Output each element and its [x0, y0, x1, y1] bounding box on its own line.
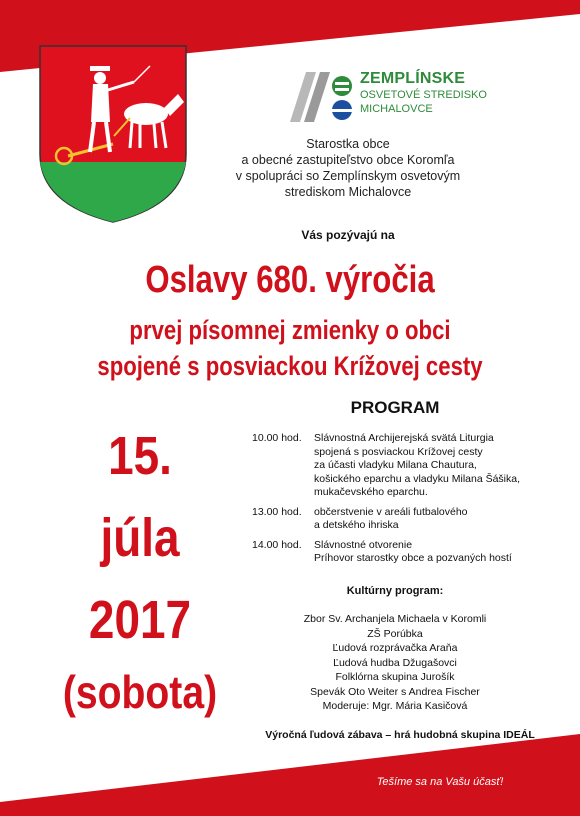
intro-text: [228, 136, 468, 200]
cultural-item: Ľudová rozprávačka Araňa: [332, 642, 458, 654]
zos-logo-text: [360, 70, 487, 116]
dance-party-note: Výročná ľudová zábava – hrá hudobná skupina IDEÁL: [265, 729, 535, 741]
invite-text: Vás pozývajú na: [301, 228, 395, 242]
schedule-time: 13.00 hod.: [252, 505, 302, 518]
intro-line: strediskom Michalovce: [284, 185, 412, 199]
cultural-program-heading: Kultúrny program:: [346, 585, 444, 597]
schedule-time: 14.00 hod.: [252, 538, 302, 551]
cultural-item: Folklórna skupina Jurošík: [335, 671, 455, 683]
cultural-program-list: [270, 612, 520, 714]
intro-line: a obecné zastupiteľstvo obce Koromľa: [241, 153, 455, 167]
date-day: 15.: [108, 426, 172, 486]
cultural-item: Zbor Sv. Archanjela Michaela v Koromli: [303, 613, 487, 625]
program-heading: PROGRAM: [350, 398, 440, 417]
date-month: júla: [100, 508, 180, 568]
intro-line: Starostka obce: [306, 137, 390, 151]
zos-logo-icon: [290, 72, 352, 122]
coat-of-arms: [38, 44, 188, 224]
schedule-time: 10.00 hod.: [252, 432, 302, 444]
schedule-row: [252, 432, 552, 500]
schedule-row: [252, 539, 552, 566]
cultural-item: Moderuje: Mgr. Mária Kasičová: [322, 700, 468, 712]
cultural-item: ZŠ Porúbka: [367, 627, 423, 640]
event-title: Oslavy 680. výročia: [145, 259, 435, 301]
cultural-item: Ľudová hudba Džugašovci: [333, 656, 457, 669]
closing-message: Tešíme sa na Vašu účasť!: [376, 776, 504, 788]
schedule-text: občerstvenie v areáli futbalového a detského ihriska: [314, 505, 468, 531]
logo-title: ZEMPLÍNSKE: [360, 70, 466, 87]
event-subtitle-1: prvej písomnej zmienky o obci: [129, 315, 451, 345]
program-schedule: [252, 432, 552, 572]
cultural-item: Spevák Oto Weiter s Andrea Fischer: [310, 685, 480, 698]
date-year: 2017: [88, 590, 192, 650]
schedule-row: [252, 506, 552, 533]
logo-line-2: MICHALOVCE: [360, 103, 433, 115]
date-weekday: (sobota): [62, 666, 218, 718]
schedule-text: Slávnostná Archijerejská svätá Liturgia spojená s posviackou Krížovej cesty za účasti vladyku Milana Chautura, košického eparchu a vladyku Milana Šášika, mukačevského eparchu.: [314, 432, 521, 498]
event-subtitle-2: spojené s posviackou Krížovej cesty: [97, 351, 483, 381]
intro-line: v spolupráci so Zemplínskym osvetovým: [235, 169, 461, 183]
logo-line-1: OSVETOVÉ STREDISKO: [360, 89, 487, 101]
schedule-text: Slávnostné otvorenie Príhovor starostky obce a pozvaných hostí: [314, 538, 512, 564]
